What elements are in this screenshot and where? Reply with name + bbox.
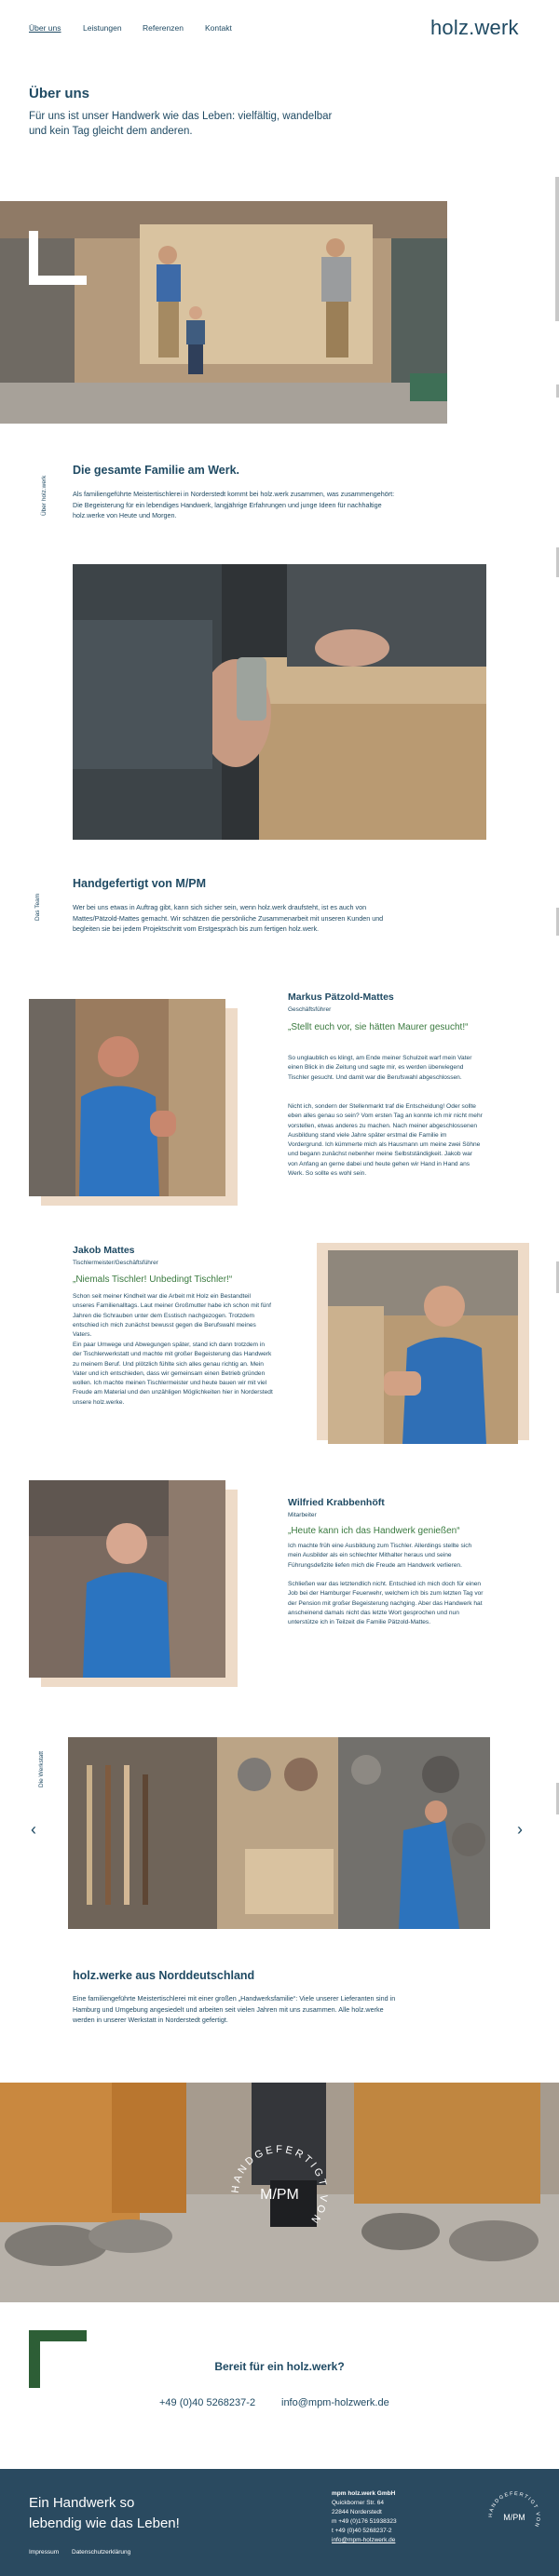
nav-ueber-uns[interactable]: Über uns xyxy=(29,23,61,33)
side-label-about: Über holz.werk xyxy=(41,475,48,516)
member-bio: Schließen war das letztendlich nicht. Entschied ich mich doch für einen Job bei der Hamburger Feuerwehr, welchem ich bis zum letzten Tag vor der Pension mit großer Begeisterung nachging. Aber das Handwerk hat anscheinend damals nicht das letzte Wort gesprochen und nun unterstütze ich in Teilzeit die Familie Pätzold-Mattes. xyxy=(288,1581,484,1626)
footer-slogan-line: Ein Handwerk so xyxy=(29,2495,135,2511)
slider-prev-button[interactable]: ‹ xyxy=(31,1820,36,1839)
workshop-title: holz.werke aus Norddeutschland xyxy=(73,1969,255,1982)
svg-text:HANDGEFERTIGT VON xyxy=(488,2491,540,2529)
member-bio: So unglaublich es klingt, am Ende meiner Schulzeit warf mein Vater einen Blick in die Zeitung und sagte mir, es werden überwiegend Tischler gesucht. Und damit war die Berufswahl abgeschlossen. xyxy=(288,1055,472,1081)
slider-next-button[interactable]: › xyxy=(517,1820,523,1839)
corner-bracket xyxy=(29,276,87,285)
side-label-team: Das Team xyxy=(34,893,41,921)
team-title: Handgefertigt von M/PM xyxy=(73,877,207,890)
member-name: Markus Pätzold-Mattes xyxy=(288,991,394,1003)
footer-datenschutz-link[interactable]: Datenschutzerklärung xyxy=(72,2549,131,2556)
seal-mark: M/PM xyxy=(260,2187,299,2203)
hero-workshop-photo xyxy=(0,201,447,424)
portrait-markus xyxy=(29,999,225,1196)
member-name: Jakob Mattes xyxy=(73,1245,135,1256)
portrait-wilfried xyxy=(29,1480,225,1678)
member-bio: Ich machte früh eine Ausbildung zum Tischler. Allerdings stellte sich mein Ausbilder als ein schlechter Mithalter heraus und seine Führungsdefizite liefen mich die Freude am Handwerk verlieren. xyxy=(288,1543,472,1569)
member-bio: Schon seit meiner Kindheit war die Arbeit mit Holz ein Bestandteil unseres Familienalltags. Laut meiner Großmutter habe ich schon mit fünf Jahren die Schrauben unter dem Esstisch nachgezogen. Trotzdem entschied ich mich zunächst bewusst gegen die Berufswahl meines Vaters. xyxy=(73,1293,271,1339)
logo[interactable]: holz.werk xyxy=(430,16,519,39)
cta-title: Bereit für ein holz.werk? xyxy=(214,2360,345,2373)
nav-leistungen[interactable]: Leistungen xyxy=(83,23,122,33)
footer-address xyxy=(332,2489,397,2545)
member-bio: Nicht ich, sondern der Stellenmarkt traf die Entscheidung! Oder sollte eben alles genau so sein? Vom ersten Tag an konnte ich mir nicht mehr vorstellen, etwas anderes zu machen. Nach meiner abgeschlossenen Ausbildung stand viele Jahre später erstmal die Familie im Vordergrund. Ich kümmerte mich als Hausmann um meine zwei Söhne und begann zunächst nebenher meine Selbstständigkeit. Jakob war von Anfang an gerne dabei und heute gehen wir Hand in Hand ans Werk. So sollte es wohl sein. xyxy=(288,1103,483,1178)
footer-city: 22844 Norderstedt xyxy=(332,2509,382,2515)
member-bio: Ein paar Umwege und Abwegungen später, stand ich dann trotzdem in der Tischlerwerkstatt und machte mit großer Begeisterung das Handwerk zu meinem Beruf. Und plötzlich fühlte sich alles genau richtig an. Mein Vater und ich entschieden, dass wir gemeinsam einen Betrieb gründen wollen. Ich machte meinen Tischlermeister und heute bauen wir mit viel Freude am Material und den unzähligen Möglichkeiten hier in Norderstedt unsere holz.werke. xyxy=(73,1342,273,1406)
footer-seal-ring-text: HANDGEFERTIGT VON xyxy=(487,2490,541,2529)
family-title: Die gesamte Familie am Werk. xyxy=(73,464,240,477)
footer-company: mpm holz.werk GmbH xyxy=(332,2490,396,2497)
portrait-jakob xyxy=(328,1250,518,1444)
sanding-hands-photo xyxy=(73,564,486,840)
side-label-workshop: Die Werkstatt xyxy=(38,1751,45,1787)
seal-ring-text: HANDGEFERTIGT VON xyxy=(229,2143,330,2228)
nav-kontakt[interactable]: Kontakt xyxy=(205,23,232,33)
family-text: Als familiengeführte Meistertischlerei in Norderstedt kommt bei holz.werk zusammen, was zusammengehört: Die Begeisterung für ein lebendiges Handwerk, langjährige Erfahrungen und junge Ideen für nachhaltige holz.werke von Heute und Morgen. xyxy=(73,490,395,519)
footer-street: Quickborner Str. 64 xyxy=(332,2500,384,2506)
member-quote: „Heute kann ich das Handwerk genießen“ xyxy=(288,1526,460,1536)
nav-referenzen[interactable]: Referenzen xyxy=(143,23,184,33)
cta-phone-link[interactable]: +49 (0)40 5268237-2 xyxy=(159,2397,256,2408)
footer-impressum-link[interactable]: Impressum xyxy=(29,2549,60,2556)
footer-slogan-line: lebendig wie das Leben! xyxy=(29,2515,180,2531)
page-intro: Für uns ist unser Handwerk wie das Leben: vielfältig, wandelbar und kein Tag gleicht dem anderen. xyxy=(29,111,333,137)
member-role: Mitarbeiter xyxy=(288,1512,317,1518)
member-role: Geschäftsführer xyxy=(288,1006,332,1013)
member-quote: „Niemals Tischler! Unbedingt Tischler!“ xyxy=(73,1275,233,1285)
footer-email-link[interactable]: info@mpm-holzwerk.de xyxy=(332,2537,396,2543)
member-name: Wilfried Krabbenhöft xyxy=(288,1497,385,1508)
workshop-photo xyxy=(68,1737,490,1929)
footer xyxy=(0,2469,559,2576)
handgefertigt-seal xyxy=(224,2138,335,2249)
corner-bracket-green xyxy=(29,2330,87,2341)
svg-text:HANDGEFERTIGT VON xyxy=(230,2144,329,2227)
footer-tel: t +49 (0)40 5268237-2 xyxy=(332,2528,392,2534)
member-quote: „Stellt euch vor, sie hätten Maurer gesucht!“ xyxy=(288,1022,469,1032)
page-title: Über uns xyxy=(29,86,90,101)
cta-email-link[interactable]: info@mpm-holzwerk.de xyxy=(281,2397,389,2408)
footer-mobile: m +49 (0)176 51938323 xyxy=(332,2518,397,2525)
footer-seal xyxy=(484,2488,544,2547)
team-text: Wer bei uns etwas in Auftrag gibt, kann sich sicher sein, wenn holz.werk draufsteht, ist es auch von Mattes/Pätzold-Mattes gemacht. Wir schätzen die persönliche Zusammenarbeit mit unseren Kunden und begleiten sie bei jedem Projektschritt vom Erstgespräch bis zum fertigen holz.werk. xyxy=(73,903,384,933)
member-role: Tischlermeister/Geschäftsführer xyxy=(73,1260,158,1266)
footer-slogan xyxy=(29,2493,180,2534)
footer-seal-mark: M/PM xyxy=(503,2513,525,2522)
scroll-indicator xyxy=(555,177,559,321)
workshop-text: Eine familiengeführte Meistertischlerei mit einer großen „Handwerksfamilie“: Viele unserer Lieferanten sind in Hamburg und Umgebung angesiedelt und arbeiten seit vielen Jahren mit uns zusammen. Alle holz.werke werden in unserer Werkstatt in Norderstedt gefertigt. xyxy=(73,1994,396,2024)
